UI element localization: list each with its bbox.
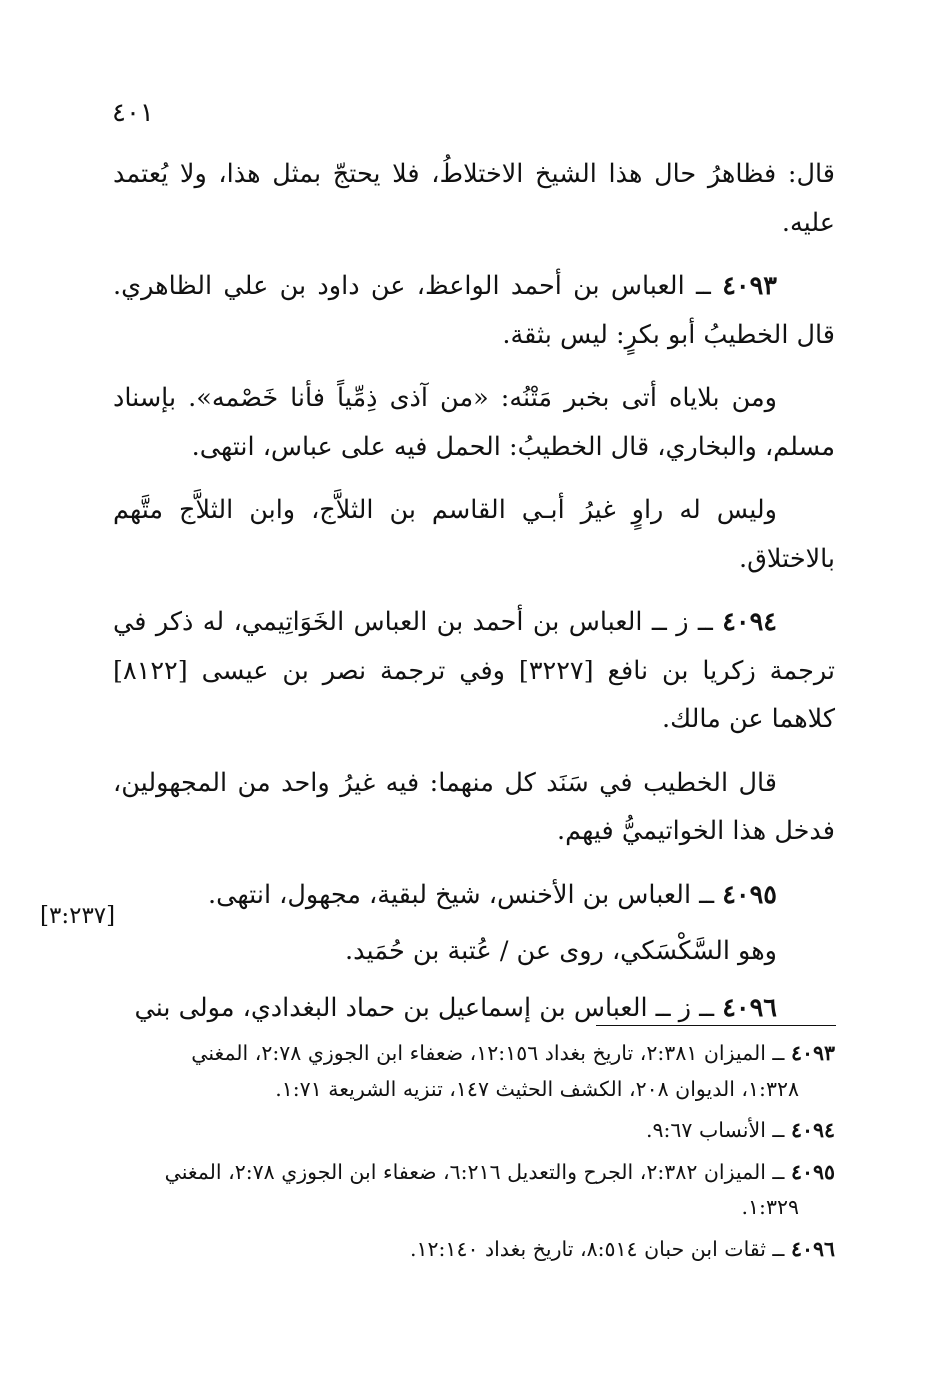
paragraph-text: ومن بلاياه أتى بخبر مَتْنُه: «من آذى ذِمِّياً فأنا خَصْمه». بإسناد مسلم، والبخاري، قال الخطيبُ: الحمل فيه على عباس، انتهى. [113, 383, 835, 462]
paragraph-text: قال: فظاهرُ حال هذا الشيخ الاختلاطُ، فلا يحتجّ بمثل هذا، ولا يُعتمد عليه. [113, 159, 835, 238]
footnote [113, 1155, 835, 1226]
paragraph [113, 927, 835, 976]
footnote-continuation: ١:٣٢٩. [741, 1195, 799, 1219]
footnote-continuation: ١:٣٢٨، الديوان ٢٠٨، الكشف الحثيث ١٤٧، تنزيه الشريعة ١:٧١. [275, 1076, 799, 1101]
entry-paragraph [113, 598, 835, 744]
footnote-separator [596, 1025, 836, 1026]
paragraph-text: ــ ز ــ العباس بن أحمد بن العباس الخَوَاتِيمي، له ذكر في ترجمة زكريا بن نافع [٣٢٢٧] وفي ترجمة نصر بن عيسى [٨١٢٢] كلاهما عن مالك. [113, 607, 835, 734]
entry-number: ٤٠٩٣ [722, 271, 777, 301]
entry-paragraph [113, 871, 835, 920]
entry-number: ٤٠٩٤ [722, 607, 777, 637]
paragraph [113, 150, 835, 247]
footnote [113, 1113, 835, 1149]
paragraph-text: ــ العباس بن أحمد الواعظ، عن داود بن علي الظاهري. قال الخطيبُ أبو بكرٍ: ليس بثقة. [113, 271, 835, 350]
footnote-number: ٤٠٩٦ [790, 1236, 835, 1261]
paragraph [113, 374, 835, 471]
paragraph-text: وهو السَّكْسَكي، روى عن / عُتبة بن حُمَيد. [345, 936, 777, 966]
entry-number: ٤٠٩٦ [722, 992, 777, 1023]
paragraph-text: قال الخطيب في سَنَد كل منهما: فيه غيرُ واحد من المجهولين، فدخل هذا الخواتيميُّ فيهم. [113, 767, 835, 846]
volume-page-reference: [٣:٢٣٧] [40, 903, 116, 929]
footnote-text: ــ الميزان ٢:٣٨٢، الجرح والتعديل ٦:٢١٦، ضعفاء ابن الجوزي ٢:٧٨، المغني [164, 1159, 791, 1184]
footnote [113, 1036, 835, 1107]
paragraph [113, 486, 835, 583]
paragraph-text: ــ ز ــ العباس بن إسماعيل بن حماد البغدادي، مولى بني [134, 992, 723, 1023]
footnote-number: ٤٠٩٤ [790, 1118, 835, 1142]
entry-paragraph [113, 262, 835, 359]
footnote-number: ٤٠٩٣ [790, 1041, 835, 1065]
paragraph [113, 759, 835, 856]
page-number: ٤٠١ [112, 98, 154, 128]
footnote [113, 1232, 835, 1268]
main-text [113, 150, 835, 1040]
footnotes [113, 1036, 835, 1273]
footnote-number: ٤٠٩٥ [790, 1159, 835, 1184]
footnote-text: ــ الأنساب ٩:٦٧. [645, 1118, 791, 1142]
paragraph-text: ــ العباس بن الأخنس، شيخ لبقية، مجهول، انتهى. [208, 879, 723, 910]
footnote-text: ــ الميزان ٢:٣٨١، تاريخ بغداد ١٢:١٥٦، ضعفاء ابن الجوزي ٢:٧٨، المغني [191, 1041, 791, 1065]
paragraph-text: وليس له راوٍ غيرُ أبـي القاسم بن الثلاَّج، وابن الثلاَّج متَّهم بالاختلاق. [113, 495, 835, 574]
footnote-text: ــ ثقات ابن حبان ٨:٥١٤، تاريخ بغداد ١٢:١٤٠. [409, 1236, 791, 1261]
entry-number: ٤٠٩٥ [722, 879, 777, 910]
